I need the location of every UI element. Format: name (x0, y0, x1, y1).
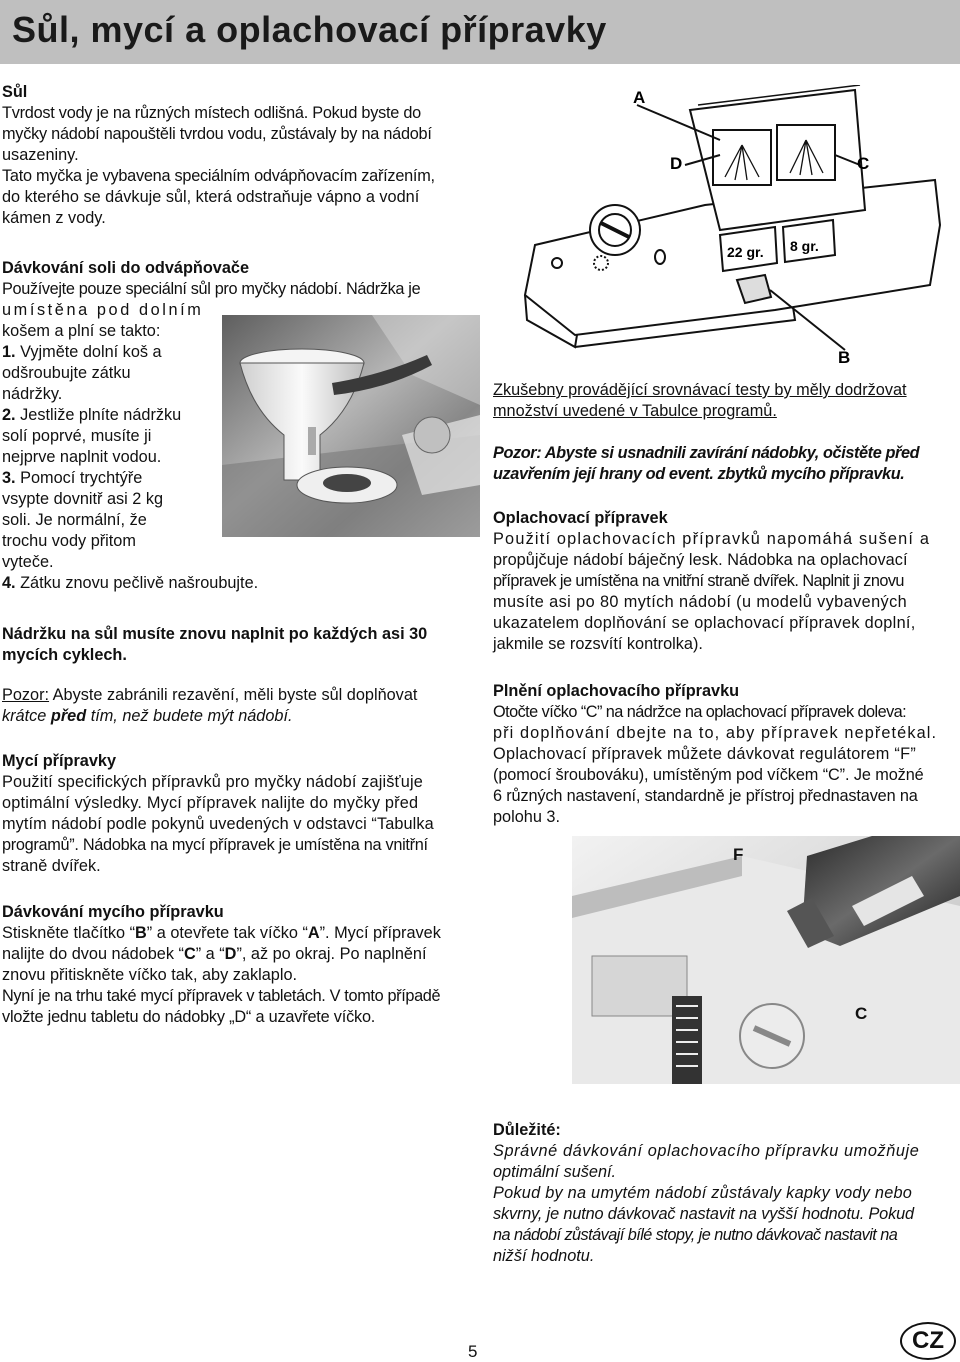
warning-text: Abyste zabránili rezavění, měli byste sůl doplňovat (49, 686, 418, 704)
step-4 (2, 573, 482, 594)
rinse-filling-section (493, 681, 958, 828)
salt-line: Tvrdost vody je na různých místech odlišná. Pokud byste do (2, 104, 421, 122)
step-text: Jestliže plníte nádržku (15, 406, 182, 424)
step-number: 1. (2, 343, 16, 361)
detergent-line: straně dvířek. (2, 857, 101, 875)
rinse-filling-line: Otočte víčko “C” na nádržce na oplachovací přípravek doleva: (493, 703, 907, 721)
salt-reservoir-photo (222, 315, 480, 537)
rinse-filling-line: polohu 3. (493, 808, 560, 826)
detergent-dosing-line-2 (2, 944, 482, 965)
page-number: 5 (468, 1342, 478, 1361)
refill-note-line: mycích cyklech. (2, 646, 127, 664)
text: ”. Mycí přípravek (319, 924, 441, 942)
refill-note (2, 624, 482, 666)
salt-line: kámen z vody. (2, 209, 106, 227)
important-heading: Důležité: (493, 1121, 561, 1139)
salt-line: Tato myčka je vybavena speciálním odvápňovacím zařízením, (2, 167, 435, 185)
important-line: Pokud by na umytém nádobí zůstávaly kapky vody nebo (493, 1184, 913, 1202)
salt-heading: Sůl (2, 83, 28, 101)
step-text: trochu vody přitom (2, 532, 136, 550)
salt-line: do kterého se dávkuje sůl, která odstraňuje vápno a vodní (2, 188, 420, 206)
step-text: Vyjměte dolní koš a (15, 343, 162, 361)
label-a: A (307, 924, 320, 942)
step-number: 4. (2, 574, 16, 592)
salt-warning (2, 685, 482, 727)
rinse-aid-line: musíte asi po 80 mytích nádobí (u modelů vybavených (493, 593, 908, 611)
salt-line: usazeniny. (2, 146, 79, 164)
important-line: optimální sušení. (493, 1163, 617, 1181)
salt-dosing-line: umístěna pod dolním (2, 301, 204, 319)
salt-reservoir-image (222, 315, 480, 537)
warning-text: tím, než budete mýt nádobí. (86, 707, 293, 725)
dispenser-drawing (515, 85, 960, 375)
page-header (0, 0, 960, 64)
language-badge: CZ (900, 1322, 956, 1360)
warning-line-1 (2, 685, 482, 706)
rinse-filling-line: při doplňování dbejte na to, aby přípravek nepřetékal. (493, 724, 938, 742)
label-d-fig: D (670, 154, 683, 173)
detergent-line: Použití specifických přípravků pro myčky nádobí zajišťuje (2, 773, 423, 791)
label-c-fig: C (857, 154, 870, 173)
detergent-dosing-section (2, 902, 482, 1028)
warning-text: krátce (2, 707, 51, 725)
dispenser-diagram (515, 85, 960, 375)
step-text: vsypte dovnitř asi 2 kg (2, 490, 164, 508)
step-text: nádržky. (2, 385, 63, 403)
page-title: Sůl, mycí a oplachovací přípravky (12, 9, 607, 50)
detergent-dosing-line: Nyní je na trhu také mycí přípravek v tabletách. V tomto případě (2, 987, 441, 1005)
salt-dosing-line: košem a plní se takto: (2, 322, 161, 340)
detergent-section (2, 751, 482, 877)
text: ” a “ (195, 945, 225, 963)
step-text: solí poprvé, musíte ji (2, 427, 152, 445)
step-text: nejprve naplnit vodou. (2, 448, 162, 466)
rinse-filling-line: Oplachovací přípravek můžete dávkovat regulátorem “F” (493, 745, 917, 763)
detergent-line: optimální výsledky. Mycí přípravek nalijte do myčky před (2, 794, 419, 812)
label-f: F (733, 845, 744, 864)
text: ”, až po okraj. Po naplnění (236, 945, 427, 963)
clean-note-line: Pozor: Abyste si usnadnili zavírání nádobky, očistěte před (493, 444, 920, 462)
important-line: na nádobí zůstávají bílé stopy, je nutno dávkovač nastavit na (493, 1226, 898, 1244)
salt-section (2, 82, 472, 229)
rinse-aid-line: Použití oplachovacích přípravků napomáhá sušení a (493, 530, 931, 548)
label-d: D (224, 945, 237, 963)
text: Stiskněte tlačítko “ (2, 924, 136, 942)
step-text: soli. Je normální, že (2, 511, 147, 529)
step-text: Zátku znovu pečlivě našroubujte. (15, 574, 259, 592)
refill-note-line: Nádržku na sůl musíte znovu naplnit po každých asi 30 (2, 625, 428, 643)
detergent-dosing-line: vložte jednu tabletu do nádobky „D“ a uzavřete víčko. (2, 1008, 376, 1026)
rinse-aid-photo (572, 836, 960, 1084)
detergent-dosing-line-1 (2, 923, 482, 944)
important-section (493, 1120, 958, 1267)
detergent-line: mytím nádobí podle pokynů uvedených v odstavci “Tabulka (2, 815, 434, 833)
detergent-dosing-heading: Dávkování mycího přípravku (2, 903, 224, 921)
rinse-aid-line: jakmile se rozsvítí kontrolka). (493, 635, 703, 653)
detergent-dosing-line: znovu přitiskněte víčko tak, aby zaklaplo. (2, 966, 298, 984)
important-line: nižší hodnotu. (493, 1247, 595, 1265)
rinse-filling-heading: Plnění oplachovacího přípravku (493, 682, 740, 700)
rinse-filling-line: (pomocí šroubováku), umístěným pod víčkem “C”. Je možné (493, 766, 924, 784)
step-number: 3. (2, 469, 16, 487)
step-text: vyteče. (2, 553, 54, 571)
tests-note (493, 380, 958, 422)
tests-note-line: Zkušebny provádějící srovnávací testy by měly dodržovat (493, 381, 907, 399)
step-text: Pomocí trychtýře (15, 469, 143, 487)
mark-8-gr: 8 gr. (790, 238, 819, 254)
salt-line: myčky nádobí napouštěli tvrdou vodu, zůstávaly by na nádobí (2, 125, 432, 143)
label-c-bottom: C (855, 1004, 868, 1023)
label-b-fig: B (838, 348, 851, 367)
detergent-heading: Mycí přípravky (2, 752, 117, 770)
rinse-aid-heading: Oplachovací přípravek (493, 509, 668, 527)
step-text: odšroubujte zátku (2, 364, 131, 382)
clean-note (493, 443, 958, 485)
rinse-filling-line: 6 různých nastavení, standardně je přístroj přednastaven na (493, 787, 918, 805)
warning-emphasis: před (50, 707, 87, 725)
label-b: B (135, 924, 147, 942)
detergent-line: programů”. Nádobka na mycí přípravek je umístěna na vnitřní (2, 836, 428, 854)
text: ” a otevřete tak víčko “ (146, 924, 308, 942)
warning-label: Pozor: (2, 686, 50, 704)
tests-note-line: množství uvedené v Tabulce programů. (493, 402, 777, 420)
important-line: Správné dávkování oplachovacího přípravku umožňuje (493, 1142, 920, 1160)
salt-dosing-line: Používejte pouze speciální sůl pro myčky nádobí. Nádržka je (2, 280, 421, 298)
rinse-aid-line: ukazatelem doplňování se oplachovací přípravek doplní, (493, 614, 916, 632)
label-c: C (183, 945, 196, 963)
text: nalijte do dvou nádobek “ (2, 945, 184, 963)
mark-22-gr: 22 gr. (727, 244, 764, 260)
label-a-fig: A (633, 88, 646, 107)
rinse-aid-line: propůjčuje nádobí báječný lesk. Nádobka na oplachovací (493, 551, 908, 569)
important-line: skvrny, je nutno dávkovač nastavit na vyšší hodnotu. Pokud (493, 1205, 914, 1223)
rinse-aid-image (572, 836, 960, 1084)
rinse-aid-line: přípravek je umístěna na vnitřní straně dvířek. Naplnit ji znovu (493, 572, 904, 590)
warning-line-2 (2, 706, 482, 727)
rinse-aid-section (493, 508, 958, 655)
clean-note-line: uzavřením její hrany od event. zbytků mycího přípravku. (493, 465, 905, 483)
step-number: 2. (2, 406, 16, 424)
salt-dosing-heading: Dávkování soli do odvápňovače (2, 259, 250, 277)
